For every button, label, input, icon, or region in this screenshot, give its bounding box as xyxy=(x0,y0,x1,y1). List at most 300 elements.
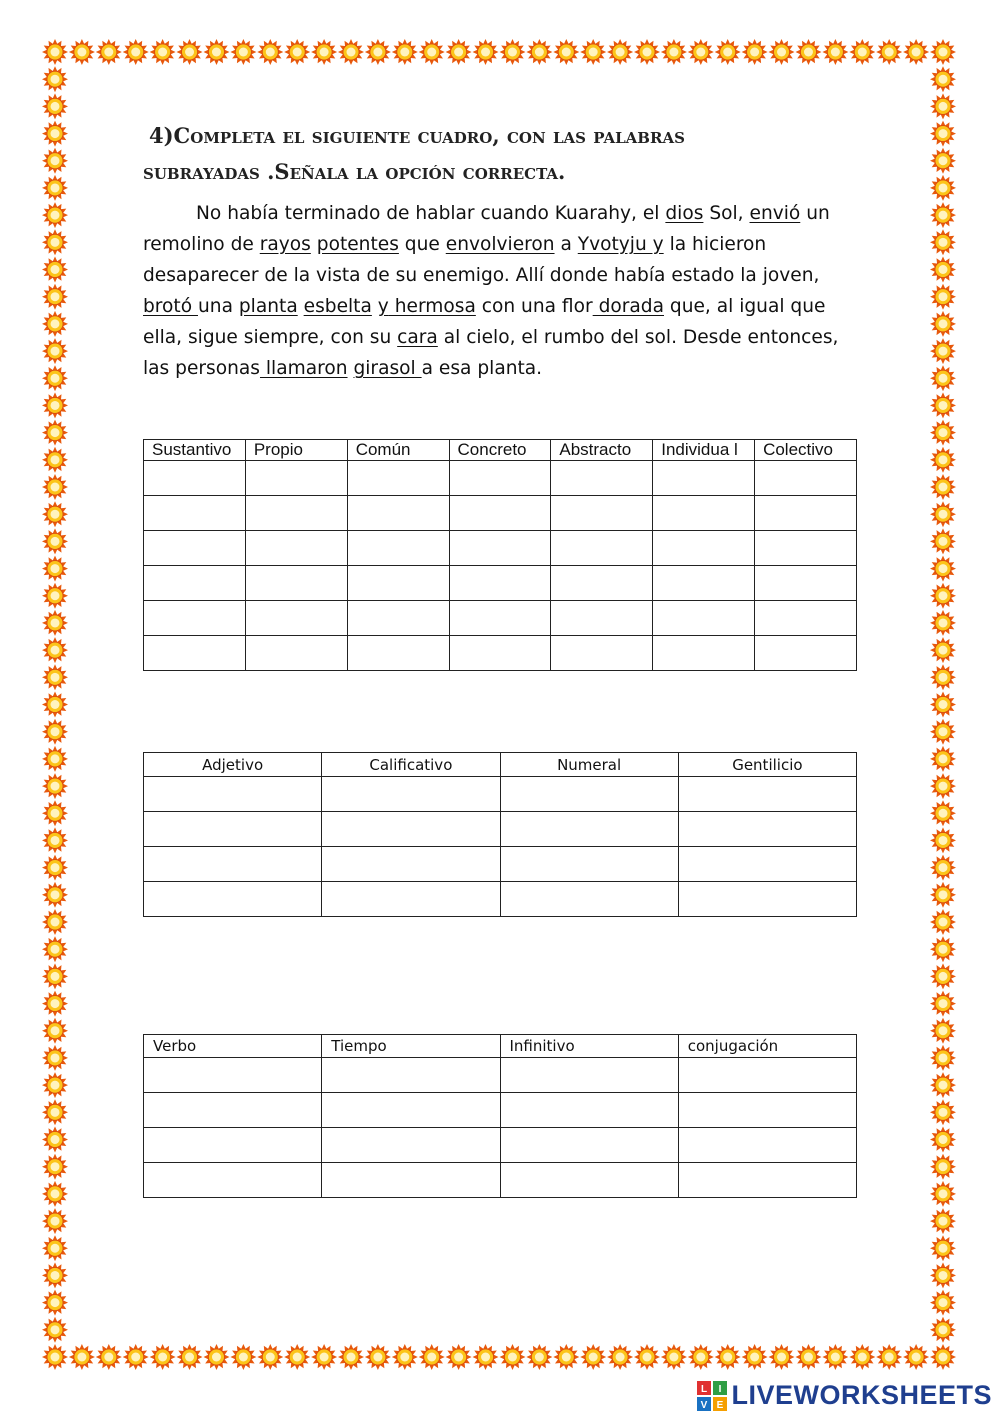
sun-icon xyxy=(688,39,714,65)
answer-cell[interactable] xyxy=(322,1128,500,1163)
sun-icon xyxy=(392,1344,418,1370)
answer-cell[interactable] xyxy=(144,566,246,601)
sun-icon xyxy=(42,1317,68,1343)
answer-cell[interactable] xyxy=(653,531,755,566)
answer-cell[interactable] xyxy=(653,566,755,601)
sun-icon xyxy=(930,528,956,554)
sun-icon xyxy=(930,1317,956,1343)
answer-cell[interactable] xyxy=(347,566,449,601)
sun-icon xyxy=(42,1208,68,1234)
sun-icon xyxy=(42,202,68,228)
sun-icon xyxy=(338,1344,364,1370)
sun-icon xyxy=(42,338,68,364)
answer-cell[interactable] xyxy=(500,777,678,812)
answer-cell[interactable] xyxy=(500,1163,678,1198)
sun-icon xyxy=(150,39,176,65)
sun-icon xyxy=(930,855,956,881)
sun-icon xyxy=(42,773,68,799)
underlined-word: dorada xyxy=(592,296,664,317)
verbo-table xyxy=(143,1034,857,1198)
answer-cell[interactable] xyxy=(678,847,856,882)
sun-icon xyxy=(69,1344,95,1370)
svg-text:E: E xyxy=(717,1399,724,1411)
answer-cell[interactable] xyxy=(449,461,551,496)
sun-icon xyxy=(96,39,122,65)
sun-icon xyxy=(930,963,956,989)
answer-cell[interactable] xyxy=(551,461,653,496)
sun-icon xyxy=(42,66,68,92)
sun-icon xyxy=(365,1344,391,1370)
story-line: No había terminado de hablar cuando Kuarahy, el dios Sol, envió un xyxy=(196,203,830,224)
answer-cell[interactable] xyxy=(500,1058,678,1093)
sun-icon xyxy=(42,1290,68,1316)
sun-icon xyxy=(42,392,68,418)
sun-icon xyxy=(930,800,956,826)
answer-cell[interactable] xyxy=(551,566,653,601)
adjetivo-table xyxy=(143,752,857,917)
sun-icon xyxy=(903,39,929,65)
sun-icon xyxy=(96,1344,122,1370)
sun-icon xyxy=(769,39,795,65)
column-header: Abstracto xyxy=(551,440,653,461)
answer-cell[interactable] xyxy=(322,777,500,812)
answer-cell[interactable] xyxy=(449,531,551,566)
table-row xyxy=(144,1093,857,1128)
sun-icon xyxy=(500,1344,526,1370)
answer-cell[interactable] xyxy=(551,496,653,531)
table-row xyxy=(144,461,857,496)
sun-icon xyxy=(822,39,848,65)
answer-cell[interactable] xyxy=(144,1093,322,1128)
answer-cell[interactable] xyxy=(653,496,755,531)
sun-icon xyxy=(930,1099,956,1125)
sun-icon xyxy=(42,936,68,962)
instruction-line-2: subrayadas .Señala la opción correcta. xyxy=(143,159,566,184)
answer-cell[interactable] xyxy=(144,882,322,917)
sun-icon xyxy=(42,583,68,609)
story-line: ella, sigue siempre, con su cara al cielo, el rumbo del sol. Desde entonces, xyxy=(143,327,839,348)
answer-cell[interactable] xyxy=(144,1163,322,1198)
sun-icon xyxy=(930,1018,956,1044)
underlined-word: Yvotyju y xyxy=(577,234,664,255)
sun-icon xyxy=(930,1072,956,1098)
answer-cell[interactable] xyxy=(755,601,857,636)
sun-icon xyxy=(930,827,956,853)
sun-icon xyxy=(930,365,956,391)
sun-icon xyxy=(930,39,956,65)
column-header: Concreto xyxy=(449,440,551,461)
sun-icon xyxy=(42,1235,68,1261)
column-header: Numeral xyxy=(500,753,678,777)
sun-icon xyxy=(930,1181,956,1207)
table-row xyxy=(144,777,857,812)
sun-icon xyxy=(930,610,956,636)
answer-cell[interactable] xyxy=(500,847,678,882)
answer-cell[interactable] xyxy=(500,1093,678,1128)
sun-icon xyxy=(715,1344,741,1370)
sun-icon xyxy=(284,39,310,65)
sun-icon xyxy=(42,692,68,718)
table-row xyxy=(144,1128,857,1163)
instruction-line-1: 4)Completa el siguiente cuadro, con las palabras xyxy=(149,123,685,148)
sun-icon xyxy=(876,1344,902,1370)
sun-icon xyxy=(42,827,68,853)
sun-icon xyxy=(419,1344,445,1370)
sun-icon xyxy=(930,284,956,310)
sun-icon xyxy=(634,1344,660,1370)
sun-icon xyxy=(42,284,68,310)
sun-icon xyxy=(607,39,633,65)
sun-icon xyxy=(930,121,956,147)
answer-cell[interactable] xyxy=(347,531,449,566)
story-line: desaparecer de la vista de su enemigo. Allí donde había estado la joven, xyxy=(143,265,820,286)
underlined-word: esbelta xyxy=(303,296,372,317)
sustantivo-table xyxy=(143,439,857,671)
sun-icon xyxy=(715,39,741,65)
underlined-word: dios xyxy=(665,203,704,224)
sun-icon xyxy=(526,39,552,65)
sun-icon xyxy=(42,229,68,255)
sun-icon xyxy=(42,39,68,65)
sun-icon xyxy=(930,909,956,935)
answer-cell[interactable] xyxy=(449,496,551,531)
underlined-word: rayos xyxy=(259,234,311,255)
answer-cell[interactable] xyxy=(755,566,857,601)
sun-icon xyxy=(903,1344,929,1370)
sun-icon xyxy=(42,855,68,881)
table-row xyxy=(144,1058,857,1093)
answer-cell[interactable] xyxy=(500,812,678,847)
sun-icon xyxy=(930,392,956,418)
sun-icon xyxy=(930,1154,956,1180)
liveworksheets-wordmark: LIVEWORKSHEETS xyxy=(731,1380,992,1410)
instruction-title xyxy=(143,118,863,190)
sun-icon xyxy=(42,1045,68,1071)
column-header: Sustantivo xyxy=(144,440,246,461)
answer-cell[interactable] xyxy=(347,636,449,671)
answer-cell[interactable] xyxy=(653,636,755,671)
answer-cell[interactable] xyxy=(144,1058,322,1093)
underlined-word: girasol xyxy=(353,358,422,379)
answer-cell[interactable] xyxy=(653,461,755,496)
sun-icon xyxy=(930,1045,956,1071)
liveworksheets-logo-icon xyxy=(697,1381,727,1411)
table-row xyxy=(144,601,857,636)
answer-cell[interactable] xyxy=(678,882,856,917)
sun-icon xyxy=(42,1262,68,1288)
table-row xyxy=(144,882,857,917)
sun-icon xyxy=(930,148,956,174)
sun-icon xyxy=(42,1099,68,1125)
sun-icon xyxy=(930,1208,956,1234)
answer-cell[interactable] xyxy=(755,461,857,496)
table-header-row xyxy=(144,1035,857,1058)
sun-icon xyxy=(42,637,68,663)
sun-icon xyxy=(42,175,68,201)
column-header: Común xyxy=(347,440,449,461)
underlined-word: hermosa xyxy=(388,296,476,317)
answer-cell[interactable] xyxy=(144,812,322,847)
svg-text:I: I xyxy=(719,1383,722,1395)
table-row xyxy=(144,496,857,531)
sun-icon xyxy=(580,1344,606,1370)
column-header: Calificativo xyxy=(322,753,500,777)
sun-icon xyxy=(930,991,956,1017)
table-row xyxy=(144,812,857,847)
answer-cell[interactable] xyxy=(144,601,246,636)
sun-icon xyxy=(876,39,902,65)
sun-icon xyxy=(930,311,956,337)
sun-icon xyxy=(930,692,956,718)
answer-cell[interactable] xyxy=(322,1058,500,1093)
answer-cell[interactable] xyxy=(245,566,347,601)
answer-cell[interactable] xyxy=(678,1163,856,1198)
answer-cell[interactable] xyxy=(322,1163,500,1198)
answer-cell[interactable] xyxy=(144,1128,322,1163)
sun-icon xyxy=(177,39,203,65)
sun-icon xyxy=(42,1018,68,1044)
sun-icon xyxy=(930,719,956,745)
underlined-word: llamaron xyxy=(259,358,348,379)
answer-cell[interactable] xyxy=(755,496,857,531)
sun-icon xyxy=(42,719,68,745)
sun-icon xyxy=(930,338,956,364)
sun-icon xyxy=(930,229,956,255)
column-header: Verbo xyxy=(144,1035,322,1058)
sun-icon xyxy=(580,39,606,65)
answer-cell[interactable] xyxy=(245,601,347,636)
answer-cell[interactable] xyxy=(245,531,347,566)
sun-icon xyxy=(796,39,822,65)
answer-cell[interactable] xyxy=(322,882,500,917)
table-header-row xyxy=(144,753,857,777)
sun-icon xyxy=(446,1344,472,1370)
column-header: Colectivo xyxy=(755,440,857,461)
column-header: Propio xyxy=(245,440,347,461)
underlined-word: planta xyxy=(238,296,298,317)
sun-icon xyxy=(284,1344,310,1370)
sun-icon xyxy=(42,1072,68,1098)
sun-icon xyxy=(553,1344,579,1370)
sun-icon xyxy=(230,1344,256,1370)
sun-icon xyxy=(930,1262,956,1288)
answer-cell[interactable] xyxy=(755,531,857,566)
column-header: conjugación xyxy=(678,1035,856,1058)
answer-cell[interactable] xyxy=(500,882,678,917)
sun-icon xyxy=(42,746,68,772)
sun-icon xyxy=(688,1344,714,1370)
sun-icon xyxy=(42,93,68,119)
liveworksheets-watermark xyxy=(697,1380,992,1411)
sun-icon xyxy=(930,583,956,609)
sun-icon xyxy=(338,39,364,65)
table-row xyxy=(144,847,857,882)
sun-icon xyxy=(392,39,418,65)
story-paragraph xyxy=(143,198,858,384)
sun-icon xyxy=(42,420,68,446)
sun-icon xyxy=(365,39,391,65)
sun-icon xyxy=(634,39,660,65)
sun-icon xyxy=(742,1344,768,1370)
sun-icon xyxy=(473,1344,499,1370)
sun-icon xyxy=(42,148,68,174)
answer-cell[interactable] xyxy=(449,601,551,636)
sun-icon xyxy=(742,39,768,65)
answer-cell[interactable] xyxy=(678,1058,856,1093)
story-line: remolino de rayos potentes que envolvieron a Yvotyju y la hicieron xyxy=(143,234,767,255)
sun-icon xyxy=(930,1344,956,1370)
sun-icon xyxy=(849,39,875,65)
sun-icon xyxy=(500,39,526,65)
sun-icon xyxy=(42,610,68,636)
answer-cell[interactable] xyxy=(245,636,347,671)
answer-cell[interactable] xyxy=(347,601,449,636)
answer-cell[interactable] xyxy=(322,812,500,847)
sun-icon xyxy=(42,556,68,582)
sun-icon xyxy=(849,1344,875,1370)
answer-cell[interactable] xyxy=(144,496,246,531)
sun-icon xyxy=(257,39,283,65)
svg-text:L: L xyxy=(701,1383,708,1395)
sun-icon xyxy=(42,528,68,554)
underlined-word: envolvieron xyxy=(445,234,555,255)
table-header-row xyxy=(144,440,857,461)
svg-text:V: V xyxy=(701,1399,708,1411)
sun-icon xyxy=(42,1181,68,1207)
column-header: Tiempo xyxy=(322,1035,500,1058)
sun-icon xyxy=(311,1344,337,1370)
column-header: Individua l xyxy=(653,440,755,461)
underlined-word: y xyxy=(377,296,389,317)
answer-cell[interactable] xyxy=(678,812,856,847)
answer-cell[interactable] xyxy=(653,601,755,636)
sun-icon xyxy=(930,93,956,119)
answer-cell[interactable] xyxy=(755,636,857,671)
sun-icon xyxy=(930,936,956,962)
sun-icon xyxy=(150,1344,176,1370)
sun-icon xyxy=(42,447,68,473)
answer-cell[interactable] xyxy=(551,531,653,566)
table-row xyxy=(144,1163,857,1198)
sun-icon xyxy=(42,991,68,1017)
underlined-word: cara xyxy=(397,327,438,348)
sun-icon xyxy=(930,773,956,799)
answer-cell[interactable] xyxy=(449,636,551,671)
sun-icon xyxy=(446,39,472,65)
sun-icon xyxy=(930,501,956,527)
sun-icon xyxy=(930,637,956,663)
sun-icon xyxy=(661,39,687,65)
sun-icon xyxy=(204,39,230,65)
sun-icon xyxy=(69,39,95,65)
sun-icon xyxy=(526,1344,552,1370)
sun-icon xyxy=(930,202,956,228)
answer-cell[interactable] xyxy=(322,1093,500,1128)
answer-cell[interactable] xyxy=(144,847,322,882)
sun-icon xyxy=(177,1344,203,1370)
sun-icon xyxy=(607,1344,633,1370)
sun-icon xyxy=(42,501,68,527)
sun-icon xyxy=(473,39,499,65)
sun-icon xyxy=(930,447,956,473)
sun-icon xyxy=(930,420,956,446)
sun-icon xyxy=(930,257,956,283)
sun-icon xyxy=(930,175,956,201)
table-row xyxy=(144,531,857,566)
answer-cell[interactable] xyxy=(551,636,653,671)
column-header: Infinitivo xyxy=(500,1035,678,1058)
sun-icon xyxy=(204,1344,230,1370)
sun-icon xyxy=(930,474,956,500)
answer-cell[interactable] xyxy=(347,496,449,531)
answer-cell[interactable] xyxy=(245,496,347,531)
sun-icon xyxy=(42,1344,68,1370)
sun-icon xyxy=(930,1235,956,1261)
underlined-word: potentes xyxy=(316,234,399,255)
answer-cell[interactable] xyxy=(551,601,653,636)
sun-icon xyxy=(661,1344,687,1370)
answer-cell[interactable] xyxy=(144,636,246,671)
table-row xyxy=(144,636,857,671)
sun-icon xyxy=(42,800,68,826)
sun-icon xyxy=(42,257,68,283)
answer-cell[interactable] xyxy=(678,777,856,812)
answer-cell[interactable] xyxy=(144,777,322,812)
sun-icon xyxy=(769,1344,795,1370)
sun-icon xyxy=(42,474,68,500)
sun-icon xyxy=(42,882,68,908)
sun-icon xyxy=(42,121,68,147)
sun-icon xyxy=(42,311,68,337)
underlined-word: envió xyxy=(749,203,801,224)
table-row xyxy=(144,566,857,601)
story-line: brotó una planta esbelta y hermosa con una flor dorada que, al igual que xyxy=(143,296,826,317)
underlined-word: brotó xyxy=(143,296,198,317)
answer-cell[interactable] xyxy=(322,847,500,882)
answer-cell[interactable] xyxy=(245,461,347,496)
sun-icon xyxy=(123,1344,149,1370)
answer-cell[interactable] xyxy=(144,461,246,496)
sun-icon xyxy=(42,1154,68,1180)
column-header: Gentilicio xyxy=(678,753,856,777)
sun-icon xyxy=(930,882,956,908)
sun-icon xyxy=(930,746,956,772)
sun-icon xyxy=(822,1344,848,1370)
sun-icon xyxy=(42,963,68,989)
story-line: las personas llamaron girasol a esa planta. xyxy=(143,358,543,379)
sun-icon xyxy=(930,66,956,92)
sun-icon xyxy=(42,909,68,935)
answer-cell[interactable] xyxy=(500,1128,678,1163)
sun-icon xyxy=(419,39,445,65)
sun-icon xyxy=(930,556,956,582)
sun-icon xyxy=(257,1344,283,1370)
answer-cell[interactable] xyxy=(678,1128,856,1163)
column-header: Adjetivo xyxy=(144,753,322,777)
answer-cell[interactable] xyxy=(347,461,449,496)
sun-icon xyxy=(311,39,337,65)
sun-icon xyxy=(42,365,68,391)
sun-icon xyxy=(930,1127,956,1153)
sun-icon xyxy=(930,1290,956,1316)
sun-icon xyxy=(930,664,956,690)
answer-cell[interactable] xyxy=(678,1093,856,1128)
answer-cell[interactable] xyxy=(144,531,246,566)
sun-icon xyxy=(553,39,579,65)
sun-icon xyxy=(230,39,256,65)
answer-cell[interactable] xyxy=(449,566,551,601)
sun-icon xyxy=(123,39,149,65)
